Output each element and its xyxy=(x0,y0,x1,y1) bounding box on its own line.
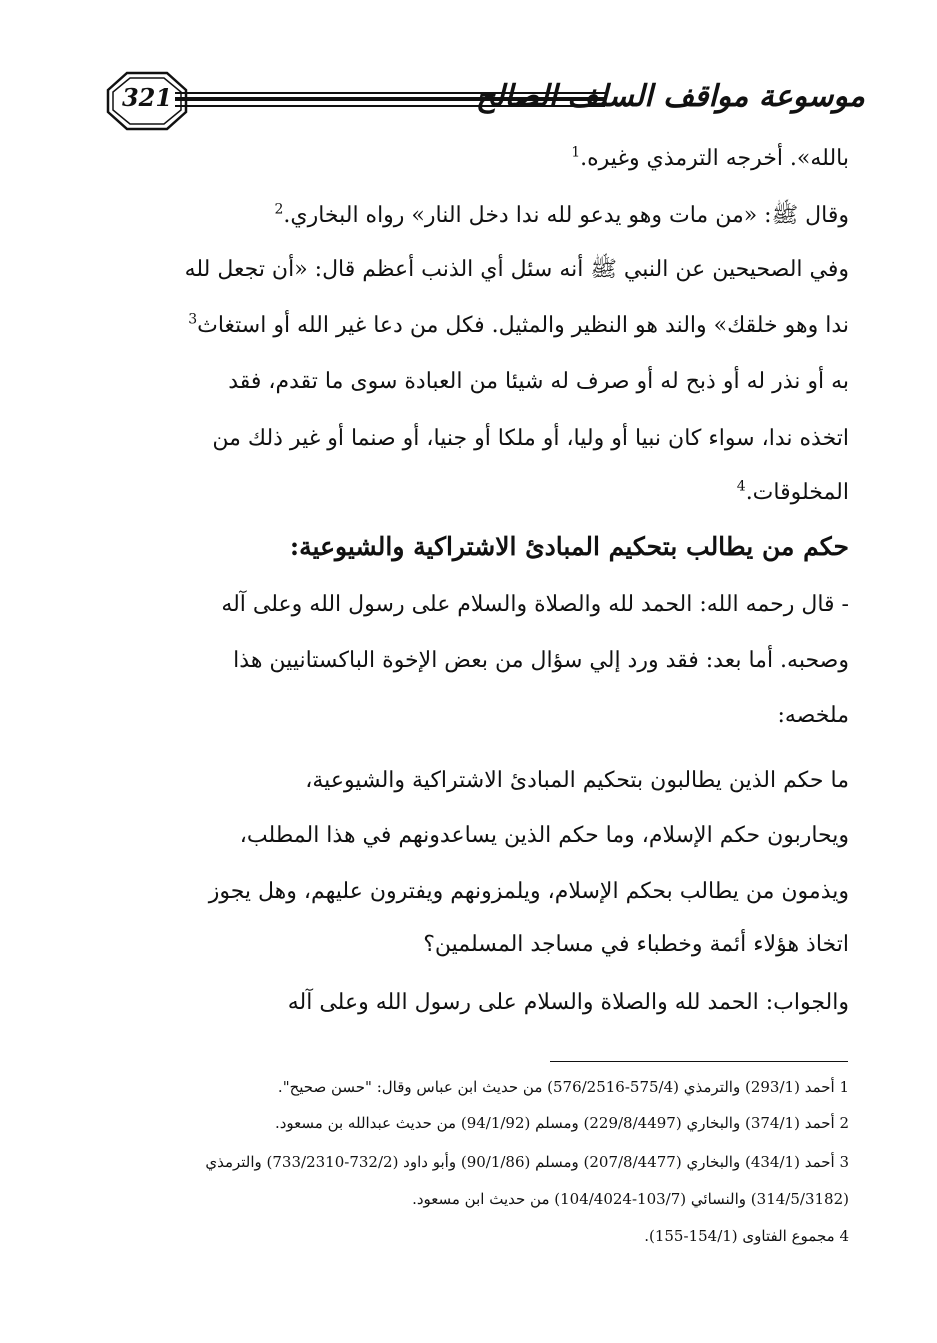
text-line: وصحبه. أما بعد: فقد ورد إلي سؤال من بعض الإخوة الباكستانيين هذا xyxy=(233,648,849,673)
page-header xyxy=(105,70,865,132)
footnote: 1 أحمد (293/1) والترمذي (575/4-576/2516) من حديث ابن عباس وقال: "حسن صحيح". xyxy=(277,1078,849,1096)
text-line: وقال ﷺ: «من مات وهو يدعو لله ندا دخل النار» رواه البخاري.$^2$ xyxy=(274,201,849,228)
footnote: 4 مجموع الفتاوى (154/1-155). xyxy=(644,1227,849,1245)
footnote-ref: 4 xyxy=(736,478,746,495)
footnote-ref: 1 xyxy=(571,144,581,161)
footnote-separator xyxy=(550,1061,848,1062)
page-number: 321 xyxy=(121,83,173,112)
text-line: اتخذه ندا، سواء كان نبيا أو وليا، أو ملكا أو جنيا، أو صنما أو غير ذلك من xyxy=(212,426,849,451)
footnote-ref: 3 xyxy=(188,311,198,328)
text-line: المخلوقات.$^4$ xyxy=(736,478,849,505)
text-line: به أو نذر له أو ذبح له أو صرف له شيئا من العبادة سوى ما تقدم، فقد xyxy=(228,369,849,394)
text-line: - قال رحمه الله: الحمد لله والصلاة والسلام على رسول الله وعلى آله xyxy=(221,592,849,617)
footnote: (314/5/3182) والنسائي (103/7-104/4024) من حديث ابن مسعود. xyxy=(412,1190,849,1208)
section-heading: حكم من يطالب بتحكيم المبادئ الاشتراكية والشيوعية: xyxy=(289,532,849,561)
text-line: ملخصه: xyxy=(777,703,849,728)
text-line: اتخاذ هؤلاء أئمة وخطباء في مساجد المسلمين؟ xyxy=(423,932,849,957)
footnote-ref: 2 xyxy=(274,201,284,218)
footnote: 3 أحمد (434/1) والبخاري (207/8/4477) ومسلم (90/1/86) وأبو داود (732/2-733/2310) والترمذي xyxy=(205,1153,849,1171)
footnote: 2 أحمد (374/1) والبخاري (229/8/4497) ومسلم (94/1/92) من حديث عبدالله بن مسعود. xyxy=(274,1114,849,1132)
book-title: موسوعة مواقف السلف الصالح xyxy=(475,79,865,114)
text-line: ندا وهو خلقك» والند هو النظير والمثيل. فكل من دعا غير الله أو استغاث$^3$ xyxy=(188,311,849,338)
text-line: ويذمون من يطالب بحكم الإسلام، ويلمزونهم ويفترون عليهم، وهل يجوز xyxy=(208,879,849,904)
text-line: بالله». أخرجه الترمذي وغيره.$^1$ xyxy=(571,144,849,171)
text-line: وفي الصحيحين عن النبي ﷺ أنه سئل أي الذنب أعظم قال: «أن تجعل لله xyxy=(184,257,849,282)
text-line: والجواب: الحمد لله والصلاة والسلام على رسول الله وعلى آله xyxy=(287,990,849,1015)
text-line: ما حكم الذين يطالبون بتحكيم المبادئ الاشتراكية والشيوعية، xyxy=(305,768,849,793)
text-line: ويحاربون حكم الإسلام، وما حكم الذين يساعدونهم في هذا المطلب، xyxy=(239,823,849,848)
page-number-badge xyxy=(105,70,189,132)
